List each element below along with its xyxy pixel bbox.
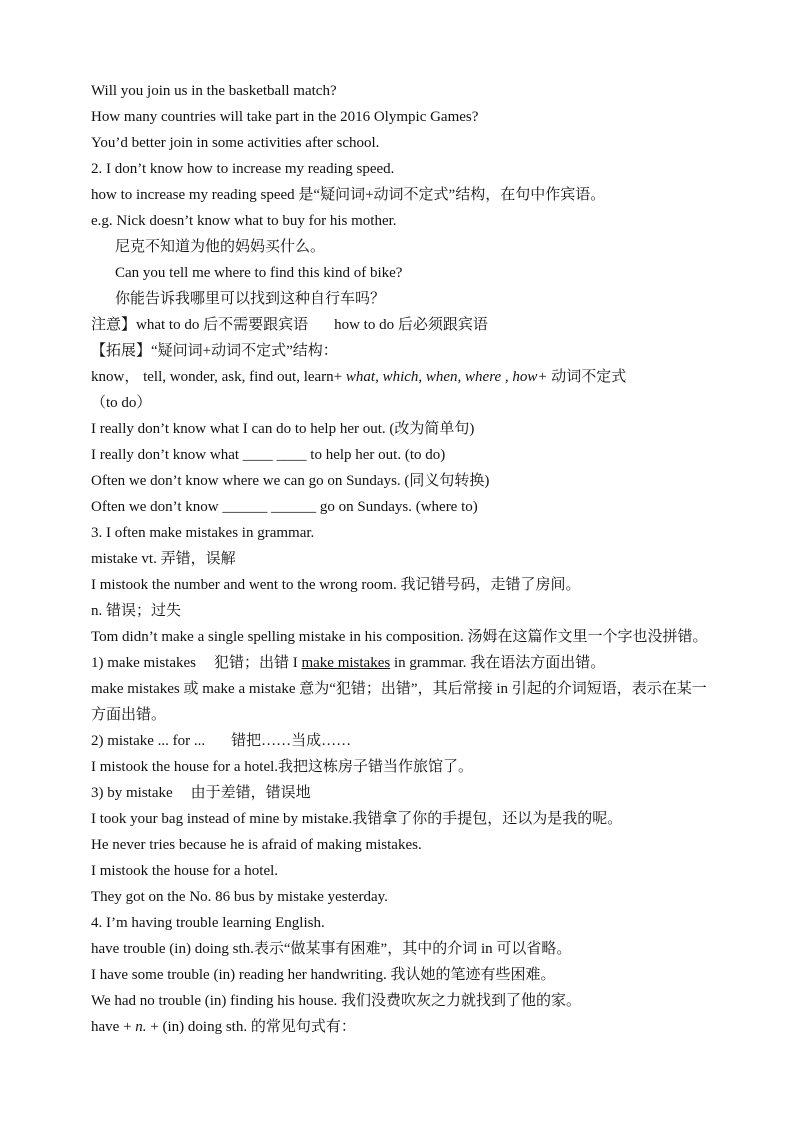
note-part: 注意】what to do 后不需要跟宾语 <box>91 317 309 333</box>
verb-list: know， tell, wonder, ask, find out, learn+ <box>91 369 346 385</box>
text-line: Can you tell me where to find this kind of bike? <box>115 265 403 281</box>
text-line <box>91 650 711 676</box>
phrase-label: 3) by mistake <box>91 785 173 801</box>
document-page <box>91 78 711 1040</box>
text-line: make mistakes 或 make a mistake 意为“犯错；出错”，其后常接 in 引起的介词短语，表示在某一方面出错。 <box>91 681 707 723</box>
text-line: He never tries because he is afraid of making mistakes. <box>91 837 422 853</box>
phrase-label: 2) mistake ... for ... <box>91 733 206 749</box>
text-line: They got on the No. 86 bus by mistake yesterday. <box>91 889 388 905</box>
text-line: Will you join us in the basketball match? <box>91 83 337 99</box>
phrase-label: 1) make mistakes <box>91 655 196 671</box>
text-part: in grammar. 我在语法方面出错。 <box>390 655 606 671</box>
text-line: have trouble (in) doing sth.表示“做某事有困难”，其中的介词 in 可以省略。 <box>91 941 572 957</box>
text-line <box>91 1014 711 1040</box>
text-line: We had no trouble (in) finding his house. 我们没费吹灰之力就找到了他的家。 <box>91 993 581 1009</box>
note-part: how to do 后必须跟宾语 <box>334 317 488 333</box>
text-line: You’d better join in some activities after school. <box>91 135 380 151</box>
section-heading: 3. I often make mistakes in grammar. <box>91 525 315 541</box>
exercise-line: Often we don’t know where we can go on Sundays. (同义句转换) <box>91 473 490 489</box>
text-line: Tom didn’t make a single spelling mistake in his composition. 汤姆在这篇作文里一个字也没拼错。 <box>91 629 708 645</box>
underlined-phrase: make mistakes <box>301 655 391 671</box>
text-line: How many countries will take part in the 2016 Olympic Games? <box>91 109 479 125</box>
text-line: how to increase my reading speed 是“疑问词+动词不定式”结构，在句中作宾语。 <box>91 187 606 203</box>
exercise-line: I really don’t know what I can do to help her out. (改为简单句) <box>91 421 475 437</box>
text-part: 错把……当成…… <box>231 733 352 749</box>
text-line: e.g. Nick doesn’t know what to buy for his mother. <box>91 213 397 229</box>
text-line: 你能告诉我哪里可以找到这种自行车吗？ <box>115 291 386 307</box>
text-line: n. 错误；过失 <box>91 603 182 619</box>
text-line: I took your bag instead of mine by mistake.我错拿了你的手提包，还以为是我的呢。 <box>91 811 623 827</box>
text-line <box>91 728 711 754</box>
text-line: （to do） <box>91 395 152 411</box>
text-part: 由于差错，错误地 <box>190 785 311 801</box>
text-line: I have some trouble (in) reading her handwriting. 我认她的笔迹有些困难。 <box>91 967 556 983</box>
text-part: n. <box>135 1019 147 1035</box>
text-line: 尼克不知道为他的妈妈买什么。 <box>115 239 326 255</box>
text-line: I mistook the house for a hotel.我把这栋房子错当作旅馆了。 <box>91 759 474 775</box>
extension-heading: 【拓展】“疑问词+动词不定式”结构： <box>91 343 338 359</box>
exercise-line: I really don’t know what ____ ____ to help her out. (to do) <box>91 447 446 463</box>
note-line <box>91 312 711 338</box>
text-line <box>91 780 711 806</box>
question-word-list: what, which, when, where , how+ <box>345 369 548 385</box>
text-line <box>91 364 711 390</box>
section-heading: 2. I don’t know how to increase my reading speed. <box>91 161 395 177</box>
section-heading: 4. I’m having trouble learning English. <box>91 915 325 931</box>
text-part: 犯错；出错 I <box>213 655 302 671</box>
text-line: I mistook the house for a hotel. <box>91 863 279 879</box>
text-part: have + <box>91 1019 136 1035</box>
text-part: + (in) doing sth. 的常见句式有： <box>146 1019 356 1035</box>
infinitive-label: 动词不定式 <box>547 369 627 385</box>
text-line: I mistook the number and went to the wrong room. 我记错号码，走错了房间。 <box>91 577 581 593</box>
text-line: mistake vt. 弄错，误解 <box>91 551 236 567</box>
exercise-line: Often we don’t know ______ ______ go on Sundays. (where to) <box>91 499 478 515</box>
